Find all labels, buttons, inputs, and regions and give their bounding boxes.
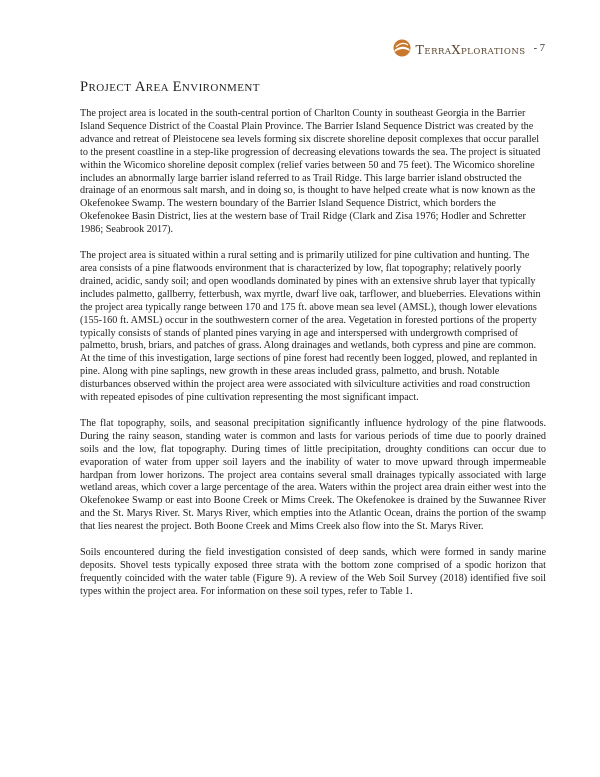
page-header: [392, 37, 545, 59]
paragraph-hydrology: The flat topography, soils, and seasonal precipitation significantly influence hydrology of the pine flatwoods. During the rainy season, standing water is common and lasts for various periods of time due to poorly drained soils and the low, flat topography. During times of little precipitation, droughty conditions can occur due to evaporation of water from upper soil layers and the inability of water to move upward through impermeable hardpan from lower horizons. The project area contains several small drainages typically associated with large wetland areas, which cover a large percentage of the area. Waters within the project area drain either west into the Okefenokee Swamp or east into Boone Creek or Mims Creek. The Okefenokee is drained by the Suwannee River and the St. Marys River. St. Marys River, which empties into the Atlantic Ocean, drains the portion of the swamp that lies nearest the project. Both Boone Creek and Mims Creek also flow into the St. Marys River.: [80, 417, 546, 533]
paragraph-geology: The project area is located in the south-central portion of Charlton County in southeast Georgia in the Barrier Island Sequence District of the Coastal Plain Province. The Barrier Island Sequence District was created by the advance and retreat of Pleistocene sea levels forming six discrete shoreline deposit complexes that occur parallel to the present coastline in a step-like progression of decreasing elevations towards the sea. The project is situated within the Wicomico shoreline deposit complex (relief varies between 50 and 75 feet). The Wicomico shoreline includes an abnormally large barrier island referred to as Trail Ridge. This large barrier island obstructed the drainage of an enormous salt marsh, and in doing so, is thought to have helped create what is now known as the Okefenokee Swamp. The western boundary of the Barrier Island Sequence District, which borders the Okefenokee Basin District, lies at the western base of Trail Ridge (Clark and Zisa 1976; Hodler and Schretter 1986; Seabrook 2017).: [80, 108, 541, 236]
body-text: [80, 108, 546, 612]
terraxplorations-logo-icon: [392, 38, 412, 58]
paragraph-vegetation: The project area is situated within a rural setting and is primarily utilized for pine cultivation and hunting. The area consists of a pine flatwoods environment that is characterized by low, flat topography; relatively poorly drained, acidic, sandy soil; and open woodlands dominated by pines with an extensive shrub layer that typically includes palmetto, gallberry, fetterbush, wax myrtle, dwarf live oak, tarflower, and blueberries. Elevations within the project area typically range between 170 and 175 ft. above mean sea level (AMSL), though lower elevations (155-160 ft. AMSL) occur in the southwestern corner of the area. Vegetation in forested portions of the property typically consists of stands of planted pines varying in age and interspersed with undergrowth comprised of palmetto, brush, briars, and patches of grass. Along drainages and wetlands, both cypress and pine are common. At the time of this investigation, large sections of pine forest had recently been logged, plowed, and replanted in pine. Along with pine saplings, new growth in these areas included grass, palmetto, and brush. Notable disturbances observed within the project area were associated with silviculture activities and road construction with repeated episodes of pine cultivation representing the most significant impact.: [80, 250, 541, 404]
logo-wordmark: TERRAXPLORATIONS: [415, 41, 526, 57]
paragraph-soils: Soils encountered during the field investigation consisted of deep sands, which were formed in sandy marine deposits. Shovel tests typically exposed three strata with the bottom zone comprised of a spodic horizon that frequently coincided with the water table (Figure 9). A review of the Web Soil Survey (2018) identified five soil types within the project area. For information on these soil types, refer to Table 1.: [80, 547, 546, 597]
section-heading: PROJECT AREA ENVIRONMENT: [80, 79, 260, 95]
page-number: - 7: [533, 42, 545, 54]
